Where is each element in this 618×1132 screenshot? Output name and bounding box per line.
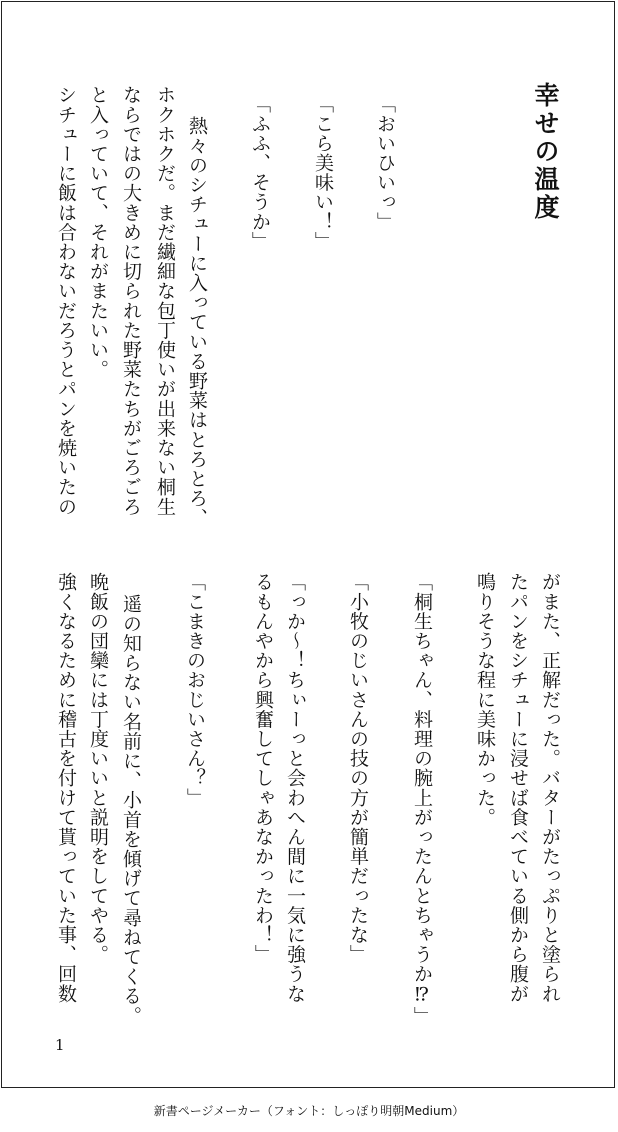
- text-column: ホクホクだ。まだ繊細な包丁使いが出来ない桐生: [154, 85, 176, 517]
- text-column: 「おいひいっ」: [374, 94, 396, 232]
- text-column: 「ふふ、そうか」: [249, 94, 271, 251]
- text-column: シチューに飯は合わないだろうとパンを焼いたの: [55, 85, 77, 517]
- text-column: 「っか〜！ちぃーっと会わへん間に一気に強うな: [284, 572, 306, 1004]
- text-column: 熱々のシチューに入っている野菜はとろとろ、: [186, 116, 208, 528]
- text-column: 「桐生ちゃん、料理の腕上がったんとちゃうか⁉」: [411, 572, 433, 1026]
- text-column: 「こら美味い！」: [312, 94, 334, 251]
- text-column: たパンをシチューに浸せば食べている側から腹が: [507, 572, 529, 1004]
- text-column: 強くなるために稽古を付けて貰っていた事、回数: [55, 572, 77, 1004]
- text-column: がまた、正解だった。バターがたっぷりと塗られ: [539, 572, 561, 1004]
- text-column: 晩飯の団欒には丁度いいと説明をしてやる。: [87, 572, 109, 964]
- text-column: 遥の知らない名前に、小首を傾げて尋ねてくる。: [120, 594, 142, 1026]
- text-column: 「小牧のじいさんの技の方が簡単だったな」: [347, 572, 369, 964]
- text-column: と入っていて、それがまたいい。: [87, 85, 109, 379]
- footer-caption: 新書ページメーカー（フォント：しっぽり明朝Medium）: [153, 1104, 465, 1118]
- text-column: るもんやから興奮してしゃあなかったわ！」: [252, 572, 274, 964]
- text-column: 鳴りそうな程に美味かった。: [474, 572, 496, 827]
- text-column: 「こまきのおじいさん？」: [184, 572, 206, 808]
- text-column: ならではの大きめに切られた野菜たちがごろごろ: [120, 85, 142, 517]
- story-title: 幸せの温度: [531, 82, 560, 222]
- page-number: 1: [55, 1036, 65, 1054]
